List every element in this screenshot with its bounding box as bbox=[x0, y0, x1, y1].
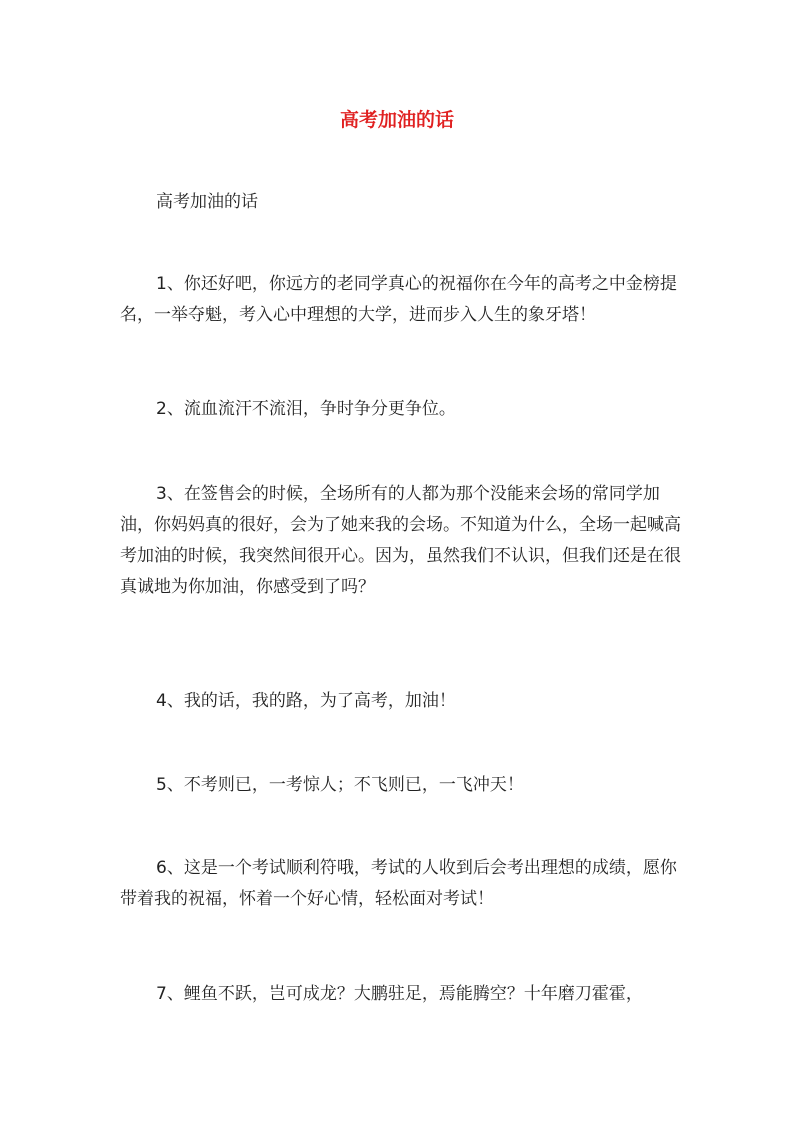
subtitle-paragraph: 高考加油的话 bbox=[156, 192, 258, 212]
paragraph-6: 6、这是一个考试顺利符哦，考试的人收到后会考出理想的成绩，愿你带着我的祝福，怀着一个好心情，轻松面对考试！ bbox=[120, 858, 677, 909]
paragraph-5: 5、不考则已，一考惊人；不飞则已，一飞冲天！ bbox=[156, 775, 524, 795]
paragraph-4: 4、我的话，我的路，为了高考，加油！ bbox=[156, 691, 456, 711]
paragraph-7: 7、鲤鱼不跃，岂可成龙？大鹏驻足，焉能腾空？十年磨刀霍霍， bbox=[156, 984, 643, 1004]
paragraph-1: 1、你还好吧，你远方的老同学真心的祝福你在今年的高考之中金榜提名，一举夺魁，考入心中理想的大学，进而步入人生的象牙塔！ bbox=[120, 274, 677, 325]
paragraph-3: 3、在签售会的时候，全场所有的人都为那个没能来会场的常同学加油，你妈妈真的很好，会为了她来我的会场。不知道为什么，全场一起喊高考加油的时候，我突然间很开心。因为，虽然我们不认识，但我们还是在很真诚地为你加油，你感受到了吗？ bbox=[120, 484, 681, 597]
paragraph-2: 2、流血流汗不流泪，争时争分更争位。 bbox=[156, 399, 456, 419]
page-title: 高考加油的话 bbox=[339, 109, 454, 131]
